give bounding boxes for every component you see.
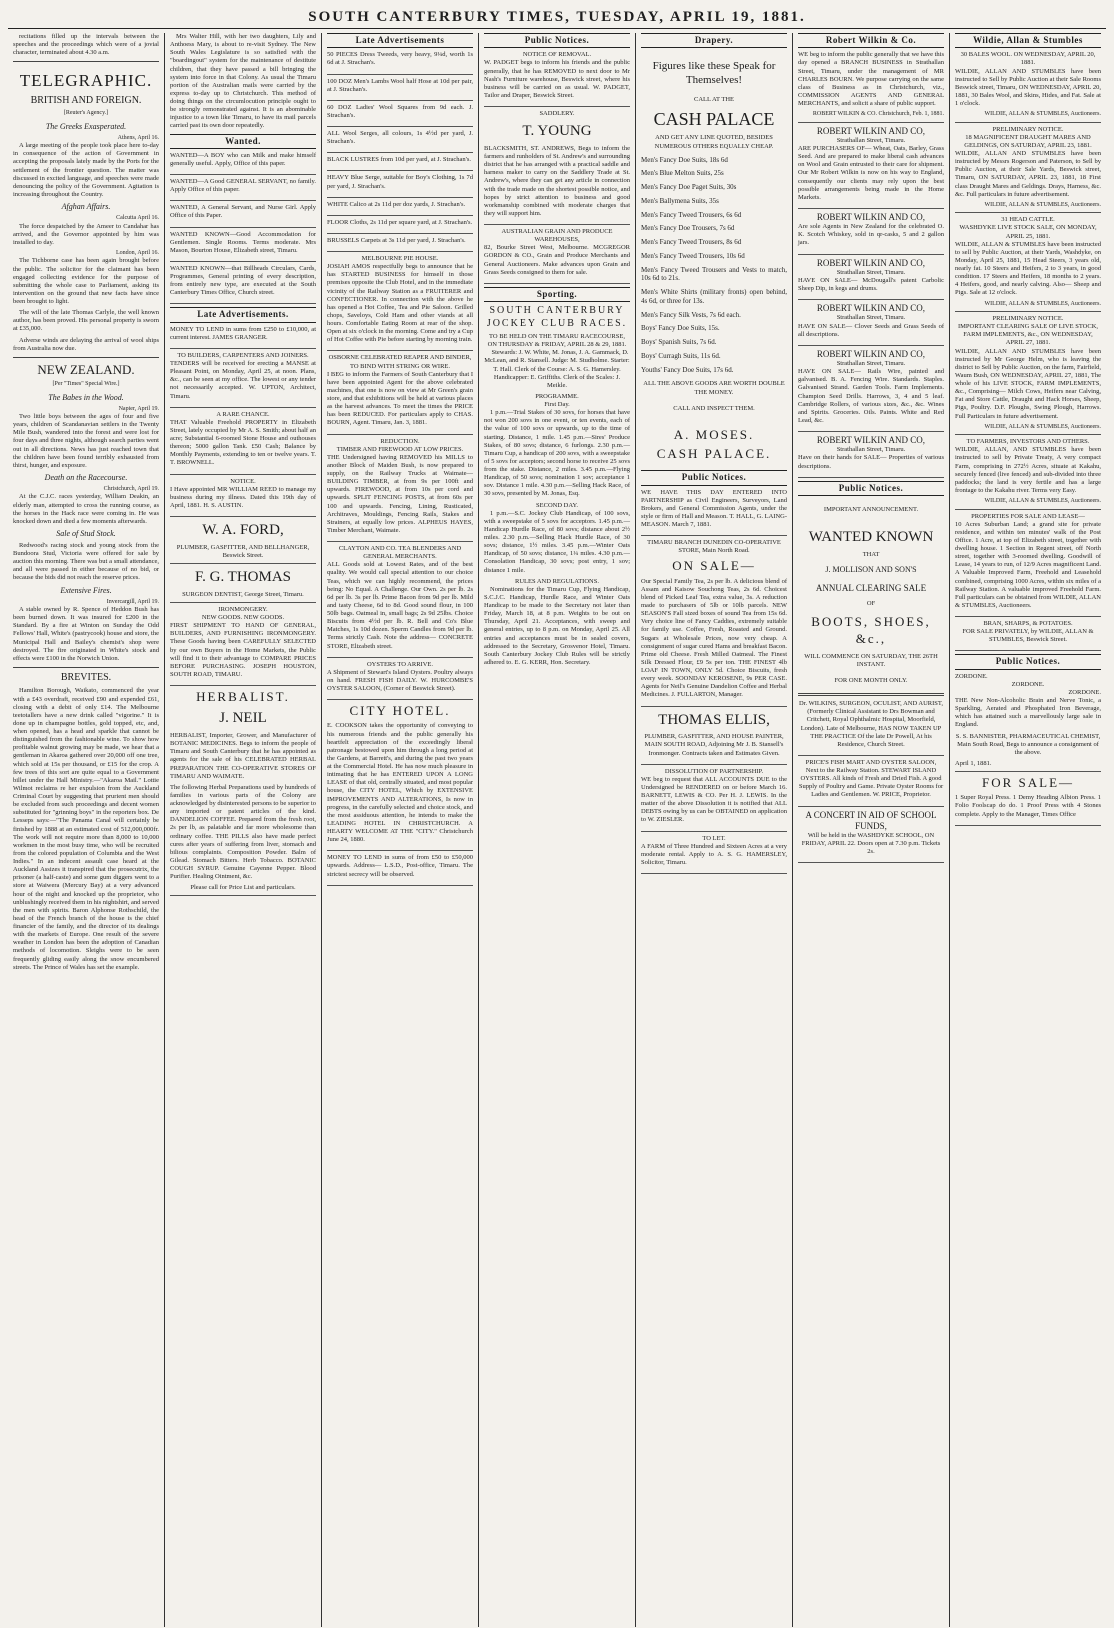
ad-text: FIRST SHIPMENT TO HAND OF GENERAL, BUILDERS, AND FURNISHING IRONMONGERY. These Goods having been CAREFULLY SELECTED by our own Buyers in the Home Markets, the Public will find it to their advantage to COMPARE PRICES BEFORE PURCHASING. JOSEPH HOUSTON, SOUTH ROAD, TIMARU. (170, 622, 316, 678)
ad-title: A RARE CHANCE. (216, 410, 270, 418)
babes-body: Two little boys between the ages of four and five years, children of Scandanavian settlers in the Twenty Mile Bush, wandered into the forest and were lost for four days and three nights, although search parties went out in all directions. News has just reached town that the children have been found terribly exhausted from thirst, hunger, and exposure. (13, 413, 159, 469)
strachan-ad (327, 104, 473, 127)
wanted-ad (170, 178, 316, 201)
death-title: Death on the Racecourse. (44, 472, 128, 482)
mollison-name: J. MOLLISON AND SON'S (825, 564, 917, 574)
ad-text: THE New Non-Alcoholic Brain and Nerve Tonic, a Sparkling, Aerated and Phosphated Iron Beverage, which has attained such a marvellously large sale in England. (955, 697, 1101, 729)
masthead: SOUTH CANTERBURY TIMES, TUESDAY, APRIL 19, 1881. (8, 6, 1106, 29)
strachan-ad (327, 174, 473, 197)
of-text: OF (866, 600, 876, 608)
wilkin-ad (798, 212, 944, 255)
ad-title: 18 MAGNIFICENT DRAUGHT MARES AND GELDINGS, ON SATURDAY, APRIL 23, 1881. (964, 133, 1092, 149)
fires-title: Extensive Fires. (60, 585, 112, 595)
zordone-word: ZORDONE. (1068, 688, 1101, 696)
ad-signature: ROBERT WILKIN & CO. Christchurch, Feb. 1, 1881. (812, 111, 944, 118)
ad-date: April 1, 1881. (955, 759, 992, 767)
public-notices-header: Public Notices. (798, 481, 944, 496)
worth-text: ALL THE ABOVE GOODS ARE WORTH DOUBLE THE MONEY. (643, 380, 785, 396)
reduction-ad (327, 438, 473, 543)
stud-title: Sale of Stud Stock. (56, 528, 116, 538)
ad-text: WANTED, A General Servant, and Nurse Girl. Apply Office of this Paper. (170, 204, 316, 220)
column-2 (165, 33, 322, 1627)
ford-ad (170, 521, 316, 564)
nz-heading: NEW ZEALAND. (37, 361, 135, 377)
ad-text: HERBALIST, Importer, Grower, and Manufacturer of BOTANIC MEDICINES. Begs to inform the people of Timaru and South Canterbury that he has appointed as agents for the sale of his CELEBRATED HERBAL PREPARATION THE CO-OPERATIVE STORES OF TIMARU AND WAIMATE. (170, 732, 316, 780)
ad-text: FOR SALE PRIVATELY, by WILDIE, ALLAN & STUMBLES, Beswick Street. (962, 628, 1094, 644)
programme-title: PROGRAMME. (535, 392, 579, 400)
wanted-ad (170, 204, 316, 227)
ad-title: TO BUILDERS, CARPENTERS AND JOINERS. (177, 351, 309, 359)
price-item: Youths' Fancy Doe Suits, 17s 6d. (641, 365, 734, 374)
osborne-ad (327, 354, 473, 434)
wilkin-header: Robert Wilkin & Co. (798, 33, 944, 48)
sporting-header: Sporting. (484, 287, 630, 302)
ad-text: 82, Bourke Street West, Melbourne. MCGREGOR GORDON & CO., Grain and Produce Merchants and General Auctioneers. Make advances upon Grain and Grass Seeds consigned to them for sale. (484, 244, 630, 276)
price-item: Boys' Spanish Suits, 7s 6d. (641, 338, 717, 347)
ad-signature: WILDIE, ALLAN & STUMBLES, Auctioneers. (984, 498, 1101, 504)
ad-name: THOMAS ELLIS, (658, 711, 770, 728)
fish-mart-ad (798, 759, 944, 807)
ad-title: DISSOLUTION OF PARTNERSHIP. (664, 767, 764, 775)
rules-body: Nominations for the Timaru Cup, Flying Handicap, S.C.J.C. Handicap, Hurdle Race, and Winter Oats Handicap to be made to the Secretary not later than Friday, March 18, at 8 p.m. Weights to be out on Thursday, April 21. Acceptances, with sweep and general entries, up to 8 p.m. on Monday, April 25. All entries and acceptances must be in sealed covers, addressed to the Secretary, Grosvenor Hotel, Timaru. South Canterbury Jockey Club Rules will be strictly adhered to. E. G. KERR, Hon. Secretary. (484, 585, 630, 666)
price-item: Men's Fancy Doe Trousers, 7s 6d (641, 224, 735, 233)
ad-text: WE HAVE THIS DAY ENTERED INTO PARTNERSHIP as Civil Engineers, Surveyors, Land Brokers, and General Commission Agents, under the style or firm of Hall and Meason. T. HALL, G. LAING-MEASON. March 7, 1881. (641, 488, 787, 528)
price-list (641, 156, 787, 375)
price-item: Men's Ballymena Suits, 35s (641, 196, 719, 205)
ad-subtitle: TIMBER AND FIREWOOD AT LOW PRICES. (336, 445, 464, 453)
strachan-ad (327, 156, 473, 171)
ad-title: IMPORTANT CLEARING SALE OF LIVE STOCK, FARM IMPLEMENTS, &c., ON WEDNESDAY, APRIL 27, 1881. (957, 323, 1099, 347)
ad-title: PRICE'S FISH MART AND OYSTER SALOON, (805, 758, 937, 766)
strachan-ad (327, 78, 473, 101)
ad-text: WILDIE, ALLAN AND STUMBLES have been instructed by Messrs Rogerson and Paterson, to Sell by Public Auction, at their Sale Yards, Beswick street, Timaru, ON SATURDAY, APRIL 23, 1881, 18 First class Draught Mares and Geldings. Drays, Harness, &c. &c. Full particulars in future advertisement. (955, 150, 1101, 198)
ellis-ad (641, 711, 787, 765)
column-4 (479, 33, 636, 1627)
wilkin-ad (798, 126, 944, 209)
price-item: Men's Fancy Silk Vests, 7s 6d each. (641, 310, 741, 319)
public-notices-header: Public Notices. (641, 470, 787, 485)
city-hotel-ad (327, 703, 473, 851)
ad-text: Will be held in the WASHDYKE SCHOOL, ON FRIDAY, APRIL 22. Doors open at 7.30 p.m. Tickets 2s. (801, 832, 941, 856)
wilkins-ad (798, 700, 944, 756)
late-ads-header: Late Advertisements (327, 33, 473, 48)
telegraphic-heading: TELEGRAPHIC. (19, 71, 153, 91)
column-1 (8, 33, 165, 1627)
ad-title: OSBORNE CELEBRATED REAPER AND BINDER, TO BIND WITH STRING OR WIRE. (328, 354, 472, 370)
wilkin-ad (798, 349, 944, 432)
ad-text: S. S. BANNISTER, PHARMACEUTICAL CHEMIST, Main South Road, Begs to announce a consignment of the above. (955, 732, 1101, 756)
ad-text: 50 PIECES Dress Tweeds, very heavy, 9¼d, worth 1s 6d at J. Strachan's. (327, 51, 473, 67)
afghan-body: The force despatched by the Ameer to Candahar has arrived, and the Governor appointed by him was installed to day. (13, 222, 159, 246)
ad-text: PLUMBER, GASFITTER, AND BELLHANGER, Beswick Street. (176, 543, 310, 559)
ad-text: WHITE Calico at 2s 11d per doz yards, J. Strachan's. (327, 200, 466, 208)
cattle-ad (955, 216, 1101, 312)
clayton-ad (327, 545, 473, 658)
public-notices-header: Public Notices. (484, 33, 630, 48)
ad-name: ROBERT WILKIN AND CO, (816, 211, 926, 222)
ad-text: THAT Valuable Freehold PROPERTY in Elizabeth Street, lately occupied by Mr A. S. Smith; about half an acre; Substantial 6-roomed Stone House and outhouses thereon; 5000 gallon Tank. £50 Cash; Balance by Monthly Payments, extending to ten or twelve years. T. T. BROWNELL. (170, 418, 316, 467)
figures-headline: Figures like these Speak for Themselves! (652, 60, 776, 86)
ad-title: NOTICE. (230, 477, 256, 485)
moses-name: A. MOSES. (673, 426, 755, 442)
ad-text: TENDERS will be received for erecting a MANSE at Pleasant Point, on Monday, April 25, at noon. Plans, &c., can be seen at my office. The lowest or any tender not necessarily accepted. W. UPTON, Architect, Timaru. (170, 360, 316, 400)
ironmongery-ad (170, 606, 316, 686)
column-5 (636, 33, 793, 1627)
saddlery-ad (484, 110, 630, 225)
money-ad (170, 326, 316, 349)
wanted-ad (170, 265, 316, 305)
important-announcement: IMPORTANT ANNOUNCEMENT. (823, 505, 919, 513)
wanted-known-heading: WANTED KNOWN (808, 529, 934, 545)
brevites-heading: BREVITES. (60, 671, 112, 683)
herbalist-ad (170, 689, 316, 896)
concert-ad (798, 810, 944, 864)
wanted-header: Wanted. (170, 134, 316, 149)
fires-body: A stable owned by R. Spence of Heddon Bush has been burned down. It was insured for £200 in the Standard. By a fire at Winton on Sunday the Odd Fellows' Hall, White's (pastrycook) house and store, the Municipal Hall and Bailey's chemist's shop were destroyed. The fire originated in White's stock and effects were £100 in the Norwich Union. (13, 606, 159, 662)
divider (798, 693, 944, 696)
ad-kicker: PRELIMINARY NOTICE. (992, 125, 1064, 133)
wanted-ad (170, 231, 316, 262)
ad-text: 10 Acres Suburban Land; a grand site for private residence, and within ten minutes' walk of the Post Office. 1 Acre, at top of Elizabeth street, together with dwelling house. 1 Section in Regent street, off North street, together with 3-roomed dwelling. Goodwill of Lease, 14 years to run, of 12/9 Acres magnificent Land. A Valuable Improved Farm, Freehold and Leasehold combined, comprising 1000 Acres, within six miles of a Railway Station. A valuable improved Freehold Farm. Full particulars can be obtained from WILDIE, ALLAN & STUMBLES, Auctioneers. (955, 520, 1101, 609)
boots-heading: BOOTS, SHOES, &c., (811, 614, 931, 646)
ad-text: WILDIE, ALLAN AND STUMBLES have been instructed to Sell by Public Auction at their Sale Rooms Beswick street, Timaru, ON WEDNESDAY, APRIL 20, 1881, 30 Bales Wool, and Skins, Hides, and Fat. Sale at 1 o'clock. (955, 67, 1101, 107)
ad-title: OYSTERS TO ARRIVE. (366, 660, 434, 668)
ad-text: WILDIE, ALLAN, AND STUMBLES have been instructed to sell by Private Treaty, A very compact Farm, comprising in 272½ Acres, situate at Kakahu, securely fenced (live fenced) and sub-divided into three paddocks; the land is very fertile and has a large frontage to the Kakahu river. Terms very Easy. (955, 446, 1101, 494)
ad-title: SADDLERY. (539, 110, 575, 117)
ad-name: ROBERT WILKIN AND CO, (816, 125, 926, 136)
price-item: Men's Fancy Tweed Trousers, 10s 6d (641, 251, 745, 260)
price-item: Boys' Curragh Suits, 11s 6d. (641, 351, 721, 360)
babes-title: The Babes in the Wood. (48, 392, 124, 402)
ad-name: ROBERT WILKIN AND CO, (816, 303, 926, 314)
ad-text: WILDIE, ALLAN AND STUMBLES have been instructed by Mr George Helm, who is leaving the district to Sell by Public Auction, on the farm, Fairfield, Waum Bush, ON WEDNESDAY, APRIL 27, 1881, The whole of his LIVE STOCK, FARM IMPLEMENTS, &c., Comprising— Milch Cows, Heifers near Calving, Fat and Store Cattle, Draught and Hack Horses, Sheep, Pigs, Poultry. D.F. Ploughs, Swing Plough, Harrows. Full Particulars in future advertisement. (955, 347, 1101, 420)
london-dateline: London, April 16. (116, 249, 159, 256)
ad-title: TO FARMERS, INVESTORS AND OTHERS. (966, 438, 1090, 446)
ad-text: E. COOKSON takes the opportunity of conveying to his numerous friends and the public generally his heartfelt appreciation of the exceedingly liberal patronage bestowed upon him through a long period at the Gardens, at Barrett's, and during the past two years at the Commercial Hotel. He has now much pleasure in intimating that he has ENTERED UPON A LONG LEASE of that old, centrally situated, and most popular house, the CITY HOTEL, Which by EXTENSIVE IMPROVEMENTS AND ALTERATIONS, Is now in progress, in the carefully selected and choice stock, and the most assiduous attention, he intends to make the LEADING HOTEL IN CHRISTCHURCH. A HEARTY WELCOME AT THE "CITY." Christchurch June 24, 1880. (327, 722, 473, 844)
bran-ad (955, 620, 1101, 651)
ad-text: A FARM of Three Hundred and Sixteen Acres at a very moderate rental. Apply to A. S. G. HAMERSLEY, Solicitor, Timaru. (641, 842, 787, 866)
wool-sale-ad (955, 51, 1101, 122)
ad-title: BRAN, SHARPS, & POTATOES. (983, 620, 1073, 627)
ad-text: Our Special Family Tea, 2s per lb. A delicious blend of Assam and Kaisow Souchong Teas, 2s 6d. Choicest blend of Picked Leaf Tea, extra value, 3s. A reduction made to purchasers of 5lb or 10lb parcels. NEW SEASON'S Fall sized boxes of sound Tea from 15s 6d. Very choice line of Fancy Caddies, extremely suitable for family use. Coffee, Fresh, Roasted and Ground. Sugars at Wholesale Prices, now very cheap. A consignment of sugar cured Hams and breakfast Bacon. Prime old Cheese. Fresh Milled Oatmeal. The Finest Silk Dressed Flour, £9 5s per ton. THE FINEST 4lb LOAF IN TOWN, ONLY 5d. Choice Biscuits, fresh every week. SOONDAY KEROSENE, 9s PER CASE. Agents for Neil's Genuine Dandelion Coffee and Herbal Medicines. J. FULLARTON, Manager. (641, 577, 787, 699)
strachan-ad (327, 201, 473, 216)
ad-title: FOR SALE— (981, 775, 1075, 790)
ad-title: MELBOURNE PIE HOUSE. (361, 255, 439, 262)
ad-title: WASHDYKE LIVE STOCK SALE, ON MONDAY, APRIL 25, 1881. (959, 224, 1097, 240)
tichborne-body: The Tichborne case has been again brought before the public. The solicitor for the claimant has been engaged collecting evidence for the purpose of submitting the whole case to Parliament, asking its intervention on the ground that new facts have since been brought to light. (13, 257, 159, 305)
stud-body: Redwood's racing stock and young stock from the Bundoora Stud, Victoria were offered for sale by auction this morning. There was but a small attendance, and all were passed in either because of no bid, or because the bids did not reach the reserve prices. (13, 541, 159, 582)
columns (8, 33, 1106, 1627)
ad-footer: Please call for Price List and particulars. (190, 884, 296, 892)
ad-title: HERBALIST. (196, 689, 290, 704)
ad-name: ROBERT WILKIN AND CO, (816, 257, 926, 268)
carlyle-body: The will of the late Thomas Carlyle, the well known author, has been proved. His personal property is sworn at £35,000. (13, 309, 159, 333)
column-7 (950, 33, 1106, 1627)
partnership-ad (641, 489, 787, 537)
dentist-ad (170, 568, 316, 603)
afghan-dateline: Calcutta April 16. (116, 215, 159, 221)
ad-street: Strathallan Street, Timaru. (836, 314, 906, 322)
ad-text: WILDIE, ALLAN & STUMBLES have been instructed to sell by Public Auction, at their Yards, Washdyke, on Monday, April 25, 1881, 15 Head Steers, 3 years old, nearly fat. 10 Steers and Heifers, 2 to 3 years, in good condition. 17 Steers and Heifers, 18 months to 2 years. 4 Heifers, good, and nearly calving. Also— Sheep and Pigs. Sale at 12 o'clock. (955, 240, 1101, 297)
wilkin-ad (798, 258, 944, 301)
investors-ad (955, 438, 1101, 509)
cash-palace-signature: CASH PALACE. (656, 446, 772, 461)
afghan-title: Afghan Affairs. (61, 202, 111, 211)
ad-text: ALL Wool Serges, all colours, 1s 4½d per yard, J. Strachan's. (327, 130, 473, 146)
ad-text: Have on their hands for SALE— Properties of various descriptions. (798, 454, 944, 470)
ad-signature: WILDIE, ALLAN & STUMBLES, Auctioneers. (984, 111, 1101, 118)
ad-street: Strathallan Street, Timaru. (836, 360, 906, 367)
ad-title: A CONCERT IN AID OF SCHOOL FUNDS, (805, 809, 937, 831)
race-officials: Stewards: J. W. White, M. Jonas, J. A. Gammack, D. McLean, and R. Stansell. Judge: M. Studholme. Starter: T. Hall. Clerk of the Course: A. S. G. Hamersley. Handicapper: E. Griffiths. Clerk of the Scales: J. Meikle. (484, 349, 630, 389)
ad-title: AUSTRALIAN GRAIN AND PRODUCE WAREHOUSES, (501, 228, 613, 244)
races-title: SOUTH CANTERBURY JOCKEY CLUB RACES. (486, 305, 628, 329)
ad-title: REDUCTION. (380, 437, 420, 445)
ad-text: HEAVY Blue Serge, suitable for Boy's Clothing, 1s 7d per yard, J. Strachan's. (327, 174, 473, 190)
ad-text: 1 Super Royal Press. 1 Demy Heading Albion Press. 1 Folio Foolscap do do. 1 Proof Press with 4 Stones complete. Apply to the Manager, Times Office (955, 794, 1101, 818)
commence-text: WILL COMMENCE ON SATURDAY, THE 26TH INSTANT. (804, 652, 938, 668)
ad-text: BLACK LUSTRES from 10d per yard, at J. Strachan's. (327, 156, 471, 164)
brevites-body: Hamilton Borough, Waikato, commenced the year with a £43 overdraft, received £90 and expended £61, closing with a debit of only £14. The Melbourne teetotallers have a new drink called "vigorine." It is done up in champagne bottles, gold topped, etc, and, when opened, has a head and sparkle that cannot be distinguished from the fashionable wine. To show how profitable walnut growing may be made, we hear that a gentleman in Akaroa gathered over 20,000 off one tree, which sold at 15s per thousand, or £15 for the crop. A few trees of this sort are quite equal to a Government billet under the Hall Ministry.—"Akaroa Mail." Lottie Wilmot reclaims re her expulsion from the Auckland Criminal Court by suggesting that prurient men should be excluded from such proceedings and decent women substituted for "grinning boys" in the reporters box. De Lesseps says:—"The Panama Canal will certainly be finished by 1888 at an estimated cost of 512,000,000fr. The work will not require more than 8,000 to 10,000 workmen in the most busy time, who will be recruited from the colored population of Columbia and the West Indies." In an indecent assault case heard at the Auckland Assizes it transpired that the prosecutrix, the prisoner (a half-caste) and some gum diggers went to a store at Waiwera (Mercury Bay) at a very advanced hour of the night and knocked up the proprietor, who unblushingly received them in his nightshirt, and served the men with spirits. Baron Alphonse Rothschild, the head of the French branch of the house is the chief financier of the family, and the director of its dealings with the markets of Europe. One result of the severe weather in London has been the adoption of Canadian methods of locomotion. Sleighs were to be seen frequently gliding easily along the snow encumbered streets. The Prince of Wales has set the example. (13, 687, 159, 971)
clearing-sale-heading: ANNUAL CLEARING SALE (815, 582, 927, 593)
rare-chance-ad (170, 411, 316, 475)
inspect-text: CALL AND INSPECT THEM. (673, 404, 755, 412)
reuter-credit: [Reuter's Agency.] (63, 110, 109, 117)
wanted-ad (170, 152, 316, 175)
strachan-ad (327, 51, 473, 74)
wildie-header: Wildie, Allan & Stumbles (955, 33, 1101, 48)
ad-title: PROPERTIES FOR SALE AND LEASE— (971, 512, 1085, 520)
ad-text: MONEY TO LEND in sums of from £50 to £50,000 upwards. Address— L.S.D., Post-office, Timaru. The strictest secrecy will be observed. (327, 854, 473, 878)
strachan-ad (327, 237, 473, 252)
drapery-header: Drapery. (641, 33, 787, 48)
ad-text: Are sole Agents in New Zealand for the celebrated O. K. Scotch Whiskey, sold in qr-casks, 5 and 2 gallon jars. (798, 223, 944, 247)
draught-ad (955, 126, 1101, 214)
ad-name: ROBERT WILKIN AND CO, (816, 435, 926, 445)
ad-title: NOTICE OF REMOVAL. (522, 51, 592, 59)
intro-text: recitations filled up the intervals between the speeches and the proceedings which were of a jovial character, terminated about 4.30 a.m. (13, 33, 159, 57)
greeks-body: A large meeting of the people took place here to-day in consequence of the action of Government in accepting the proposals lately made by the Ports for the settlement of the frontier question. The matter was discussed in excited language, and speeches were made denouncing the policy of the Government. Agitation is increasing throughout the Country. (13, 142, 159, 198)
ad-text: WANTED—A Good GENERAL SERVANT, no family. Apply Office of this paper. (170, 178, 316, 194)
ad-text: WANTED KNOWN—Good Accommodation for Gentlemen. Single Rooms. Terms moderate. Mrs Mason, Bourton House, Elizabeth street, Timaru. (170, 230, 316, 254)
ad-text: ARE PURCHASERS OF— Wheat, Oats, Barley, Grass Seed. And are prepared to make liberal cash advances on Wool and Grain entrusted to their care for shipment. Our Mr Robert Wilkin is now on his way to England, consequently our clients may rely upon the best possible arrangements being made in the Home Markets. (798, 145, 944, 201)
grain-ad (484, 228, 630, 284)
ad-text: MONEY TO LEND in sums from £250 to £10,000, at current interest. JAMES GRANGER. (170, 325, 316, 341)
to-let-ad (641, 835, 787, 875)
ad-text: PLUMBER, GASFITTER, AND HOUSE PAINTER, MAIN SOUTH ROAD, Adjoining Mr J. B. Stansell's Ironmonger. Contracts taken and Estimates Given. (644, 733, 784, 757)
ad-signature: WILDIE, ALLAN & STUMBLES, Auctioneers. (984, 423, 1101, 430)
month-text: FOR ONE MONTH ONLY. (834, 677, 908, 684)
ad-text: SURGEON DENTIST, George Street, Timaru. (182, 590, 304, 598)
rules-title: RULES AND REGULATIONS. (515, 577, 599, 585)
strachan-ad (327, 130, 473, 153)
coop-store-ad (641, 539, 787, 706)
ad-text: JOSIAH AMOS respectfully begs to announce that he has STARTED BUSINESS for himself in those premises opposite the Club Hotel, and in the immediate vicinity of the Railway Station as a FRUITERER and CONFECTIONER. In connection with the above he has opened a Hot Coffee, Tea and Pie Saloon. Grilled chops, Saveloys, Cold Ham and other viands at all hours. Comfortable Eating Room at rear of the shop. Open at six o'clock in the morning. Come and try a Cup of Hot Coffee with Pie before starting by morning train. (327, 263, 473, 344)
public-notices-header: Public Notices. (955, 654, 1101, 669)
greeks-dateline: Athens, April 16. (117, 134, 159, 141)
ad-text: W. PADGET begs to inform his friends and the public generally, that he has REMOVED to next door to Mr Nash's Furniture warehouse, Beswick street, where his business will be carried on as usual. W. PADGET, Tailor and Draper, Beswick Street. (484, 59, 630, 99)
ad-title: TO LET. (702, 834, 726, 842)
dissolution-ad (641, 768, 787, 832)
ad-text: BRUSSELS Carpets at 3s 11d per yard, J. Strachan's. (327, 236, 466, 244)
that-text: THAT (862, 550, 880, 558)
price-item: Boys' Fancy Doe Suits, 15s. (641, 324, 720, 333)
ad-text: 60 DOZ Ladies' Wool Squares from 9d each. J. Strachan's. (327, 103, 473, 119)
ad-title: CLAYTON AND CO. TEA BLENDERS AND GENERAL MERCHANTS. (338, 545, 462, 561)
ad-name: J. NEIL (219, 710, 267, 727)
properties-ad (955, 513, 1101, 618)
zordone-ad (955, 673, 1101, 772)
ad-text: WANTED KNOWN—that Billheads Circulars, Cards, Programmes, General printing of every description, from entirely new type, are executed at the South Canterbury Times Office, Church street. (170, 264, 316, 297)
money-ad (327, 854, 473, 885)
removal-ad (484, 51, 630, 107)
death-body: At the C.J.C. races yesterday, William Deakin, an elderly man, attempted to cross the running course, as the horses in the Hack race were coming in. He was knocked down and died a few moments afterwards. (13, 493, 159, 525)
fires-dateline: Invercargill, April 19. (106, 598, 159, 605)
weather-body: Adverse winds are delaying the arrival of wool ships from Australia now due. (13, 336, 159, 352)
late-ads-header: Late Advertisements. (170, 307, 316, 322)
ad-text: 100 DOZ Men's Lambs Wool half Hose at 10d per pair, at J. Strachan's. (327, 77, 473, 93)
column-3 (322, 33, 479, 1627)
ad-title: 30 BALES WOOL. ON WEDNESDAY, APRIL 20, 1881. (960, 51, 1096, 67)
column-6 (793, 33, 950, 1627)
ad-text: ALL Goods sold at Lowest Rates, and of the best quality. We would call special attention to our choice Teas, which we can highly recommend, the prices being: No Equal. A Challenge. Our Own. 2s per lb. 2s 6d per lb. 3s per lb. Prime Bacon from 9d per lb. Mild and tasty Cheese, 6d to 8d. Good sound flour, in 100 50lb bags. Oatmeal in, small bags; 2s 9d 25lbs. Choice Biscuits from 4½d per lb. R. Bell and Co's Blue Matches, 1s 10d dozen. Sperm Candles from 9d per lb. Terms strictly Cash. Note the address— CONCRETE STORE, Elizabeth street. (327, 561, 473, 650)
ad-name: ROBERT WILKIN AND CO, (816, 348, 926, 359)
first-day-races: 1 p.m.—Trial Stakes of 30 sovs, for horses that have not won 200 sovs in one event, or ten events, each of the value of 100 sovs or upwards, up to the time of starting. Distance, 1 mile. 1.45 p.m.—Sires' Produce Stakes, of 80 sovs; distance, 6 furlongs. 2.30 p.m.—Timaru Cup, a handicap of 200 sovs, with a sweepstake of 5 sovs for acceptors; second horse to receive 25 sovs from the stake. Distance, 2 miles. 3.45 p.m.—Flying Handicap, of 50 sovs; nomination 1 sov; acceptance 1 sov. Distance 1 mile. 4.30 p.m.—Selling Hack Race, of 30 sovs, presented by M. Jonas, Esq. (484, 409, 630, 498)
second-day-label: SECOND DAY. (536, 501, 578, 509)
clearing-sale-ad (955, 315, 1101, 435)
cash-palace-heading: CASH PALACE (653, 108, 775, 129)
ad-text: I BEG to inform the Farmers of South Canterbury that I have been appointed Agent for the above celebrated machines, that one is now on view at Mr Green's grain store, and that exhibitions will be held at various places as the harvest advances. To meet the times the PRICE has been REDUCED. For particulars apply to CHAS. BOURN, Agent. Timaru, Jan. 3, 1881. (327, 370, 473, 427)
divider (13, 61, 159, 62)
top-body: Mrs Walter Hill, with her two daughters, Lily and Anthoess Mary, is about to re-visit Sydney. The New South Wales Legislature is so satisfied with the "boardingout" system for the maintenance of destitute children, that they have passed a bill bringing the system into force in that Colony. As usual the Timaru portion of the Australian mails were carried by the express to-day up to Christchurch. This method of doing things on the circumlocution principle ought to be strongly remonstrated against. It is an abominable injustice to a town like Timaru, to have its mail parcels carried past its own door repeatedly. (170, 33, 316, 130)
ad-text: BLACKSMITH, ST. ANDREWS, Begs to inform the farmers and runholders of St. Andrew's and surrounding district that he has arranged with a practical saddle and harness maker to carry on the Saddlery Trade at St. Andrew's, where they can get any article in connection with the trade made on the shortest possible notice, and hopes by strict attention to business and good workmanship combined with moderate charges that they will support him. (484, 144, 630, 217)
price-item: Men's Blue Melton Suits, 25s (641, 169, 724, 178)
ad-text: FLOOR Cloths, 2s 11d per square yard, at J. Strachan's. (327, 218, 473, 226)
zordone-word: ZORDONE. (955, 672, 988, 680)
pie-house-ad (327, 255, 473, 351)
nz-sub: [Per "Times" Special Wire.] (52, 381, 120, 387)
ad-name: T. YOUNG (522, 123, 592, 140)
ad-text: THE Undersigned having REMOVED his MILLS to another Block of Maiden Bush, is now prepared to supply, on the Railway Trucks at Waimate— BUILDING TIMBER, at from 9s per 100ft and upwards. FIREWOOD, at from 10s per cord and upwards. SPLIT FENCING POSTS, at from 60s per 100 and upwards. Fencing, Lining, Rusticated, Architraves, Mouldings, Fencing Rails, Stakes and Strainers, at equally low prices. ALPHEUS HAYES, Timber Merchant, Waimate. (327, 453, 473, 534)
ad-text: WANTED—A BOY who can Milk and make himself generally useful. Apply, Office of this paper. (170, 151, 316, 167)
ad-title: IRONMONGERY. (218, 605, 268, 613)
notice-ad (170, 478, 316, 518)
first-day-label: First Day. (544, 401, 570, 408)
ad-signature: WILDIE, ALLAN & STUMBLES, Auctioneers. (984, 300, 1101, 307)
price-item: Men's White Shirts (military fronts) open behind, 4s 6d, or three for 13s. (641, 288, 787, 305)
ad-title: CITY HOTEL. (349, 703, 451, 719)
babes-dateline: Napier, April 19. (118, 405, 159, 412)
price-item: Men's Fancy Doe Suits, 18s 6d (641, 155, 728, 164)
ad-name: W. A. FORD, (202, 522, 284, 538)
oysters-ad (327, 661, 473, 701)
wilkin-ad (798, 435, 944, 478)
greeks-title: The Greeks Exasperated. (45, 121, 127, 131)
ad-text: A Shipment of Stewart's Island Oysters. Poultry always on hand. FRESH FISH DAILY. W. HURCOMBE'S OYSTER SALOON, (Corner of Beswick Street). (327, 668, 473, 692)
ad-signature: WILDIE, ALLAN & STUMBLES, Auctioneers. (984, 201, 1101, 208)
ad-text: HAVE ON SALE— Clover Seeds and Grass Seeds of all descriptions. (798, 322, 944, 338)
price-item: Men's Fancy Tweed Trousers and Vests to match, 10s 6d to 21s. (641, 265, 787, 283)
ad-kicker: 31 HEAD CATTLE. (1001, 216, 1055, 224)
ad-street: Strathallan Street, Timaru. (836, 268, 906, 276)
british-foreign-heading: BRITISH AND FOREIGN. (30, 94, 142, 106)
ad-text: WE beg to request that ALL ACCOUNTS DUE to the Undersigned be RENDERED on or before March 16. BARNETT, LEWIS & CO. Per H. J. LEWIS. In the matter of the above Dissolution it is notified that ALL DEBTS owing by us can be OBTAINED on application to W. ZIESLER. (641, 775, 787, 824)
branch-notice-ad (798, 51, 944, 122)
zordone-word: ZORDONE. (1011, 680, 1045, 688)
second-day-races: 1 p.m.—S.C. Jockey Club Handicap, of 100 sovs, with a sweepstake of 5 sovs for acceptors. 1.45 p.m.—Handicap Hurdle Race, of 80 sovs; distance about 2½ miles. 2.30 p.m.—Selling Hack Hurdle Race, of 30 sovs; distance, 1½ miles. 3.45 p.m.—Winter Oats Handicap, of 50 sovs; distance, 1¼ miles. 4.30 p.m.—Consolation Handicap, 30 sovs; post entry, 1 sov; distance 1 mile. (484, 509, 630, 574)
price-item: Men's Fancy Tweed Trousers, 6s 6d (641, 210, 742, 219)
price-item: Men's Fancy Tweed Trousers, 8s 6d (641, 238, 742, 247)
ad-subtitle: NEW GOODS. NEW GOODS. (201, 614, 285, 621)
ad-street: Strathallan Street, Timaru. (836, 446, 906, 454)
call-text: CALL AT THE (694, 95, 734, 103)
ad-text: HAVE ON SALE— Rails Wire, painted and galvanised. B. A. Fencing Wire. Standards. Staples. Galvanised Strand. Garden Tools. Farm Implements. Champion Seed Drills. Harrows, 3, 4 and 5 leaf. Cambridge Rollers, of various sizes, &c., &c. Wines and Spirits. Groceries. Oils. Paints. White and Red Lead, &c. (798, 368, 944, 424)
ad-name: F. G. THOMAS (194, 569, 292, 585)
on-sale-heading: ON SALE— (672, 558, 756, 574)
builders-ad (170, 352, 316, 408)
ad-text: WE beg to inform the public generally that we have this day opened a BRANCH BUSINESS in Strathallan Street, Timaru, under the management of MR CHARLES BOURN. We purpose carrying on the same class of Business as in Christchurch, viz., COMMISSION AGENTS AND GENERAL MERCHANTS, and solicit a share of public support. (798, 51, 944, 107)
strachan-ad (327, 219, 473, 234)
races-subtitle: TO BE HELD ON THE TIMARU RACECOURSE, ON THURSDAY & FRIDAY, APRIL 28 & 29, 1881. (487, 333, 627, 349)
divider (13, 357, 159, 358)
wilkin-ad (798, 303, 944, 346)
quoted-text: AND GET ANY LINE QUOTED, BESIDES NUMEROUS OTHERS EQUALLY CHEAP. (654, 134, 774, 150)
death-dateline: Christchurch, April 19. (103, 485, 159, 492)
price-item: Men's Fancy Doe Paget Suits, 30s (641, 183, 737, 192)
ad-text: HAVE ON SALE— McDougall's patent Carbolic Sheep Dip, in kegs and drums. (798, 276, 944, 292)
ad-kicker: PRELIMINARY NOTICE. (992, 315, 1064, 322)
press-for-sale-ad (955, 775, 1101, 826)
divider (13, 667, 159, 668)
ad-text: Next to the Railway Station. STEWART ISLAND OYSTERS. All kinds of Fresh and Dried Fish. A good Supply of Poultry and Game. Private Oyster Rooms for Ladies and Gentlemen. W. PRICE, Proprietor. (798, 767, 944, 799)
ad-street: Strathallan Street, Timaru. (836, 136, 906, 144)
ad-text: The following Herbal Preparations used by hundreds of families in various parts of the Colony are acknowledged by disinterested persons to be superior to any imported or patent articles of the kind. DANDELION COFFEE. Prepared from the fresh root, 2s per lb, as palatable and far more wholesome than ordinary coffee. THE PILLS also have made perfect cures after years of suffering from liver, stomach and bilious complaints. Composition Powder. Balm of Gilead. Stomach Bitters. Herb Tobacco. BOTANIC COUGH SYRUP. Genuine Cayenne Pepper. Blood Purifier. Healing Ointment, &c. (170, 783, 316, 881)
ad-text: I Have appointed MR WILLIAM REED to manage my business during my illness. Dated this 19th day of April, 1881. H. S. AUSTIN. (170, 485, 316, 509)
ad-text: Dr. WILKINS, SURGEON, OCULIST, AND AURIST, (Formerly Clinical Assistant to Drs Bowman and Critchett, Royal Ophthalmic Hospital, Moorfield, London). Late of Melbourne, HAS NOW TAKEN UP THE PRACTICE Of the late Dr Powell, At his Residence, Church Street. (798, 700, 944, 748)
ad-title: TIMARU BRANCH DUNEDIN CO-OPERATIVE STORE, Main North Road. (647, 539, 781, 555)
